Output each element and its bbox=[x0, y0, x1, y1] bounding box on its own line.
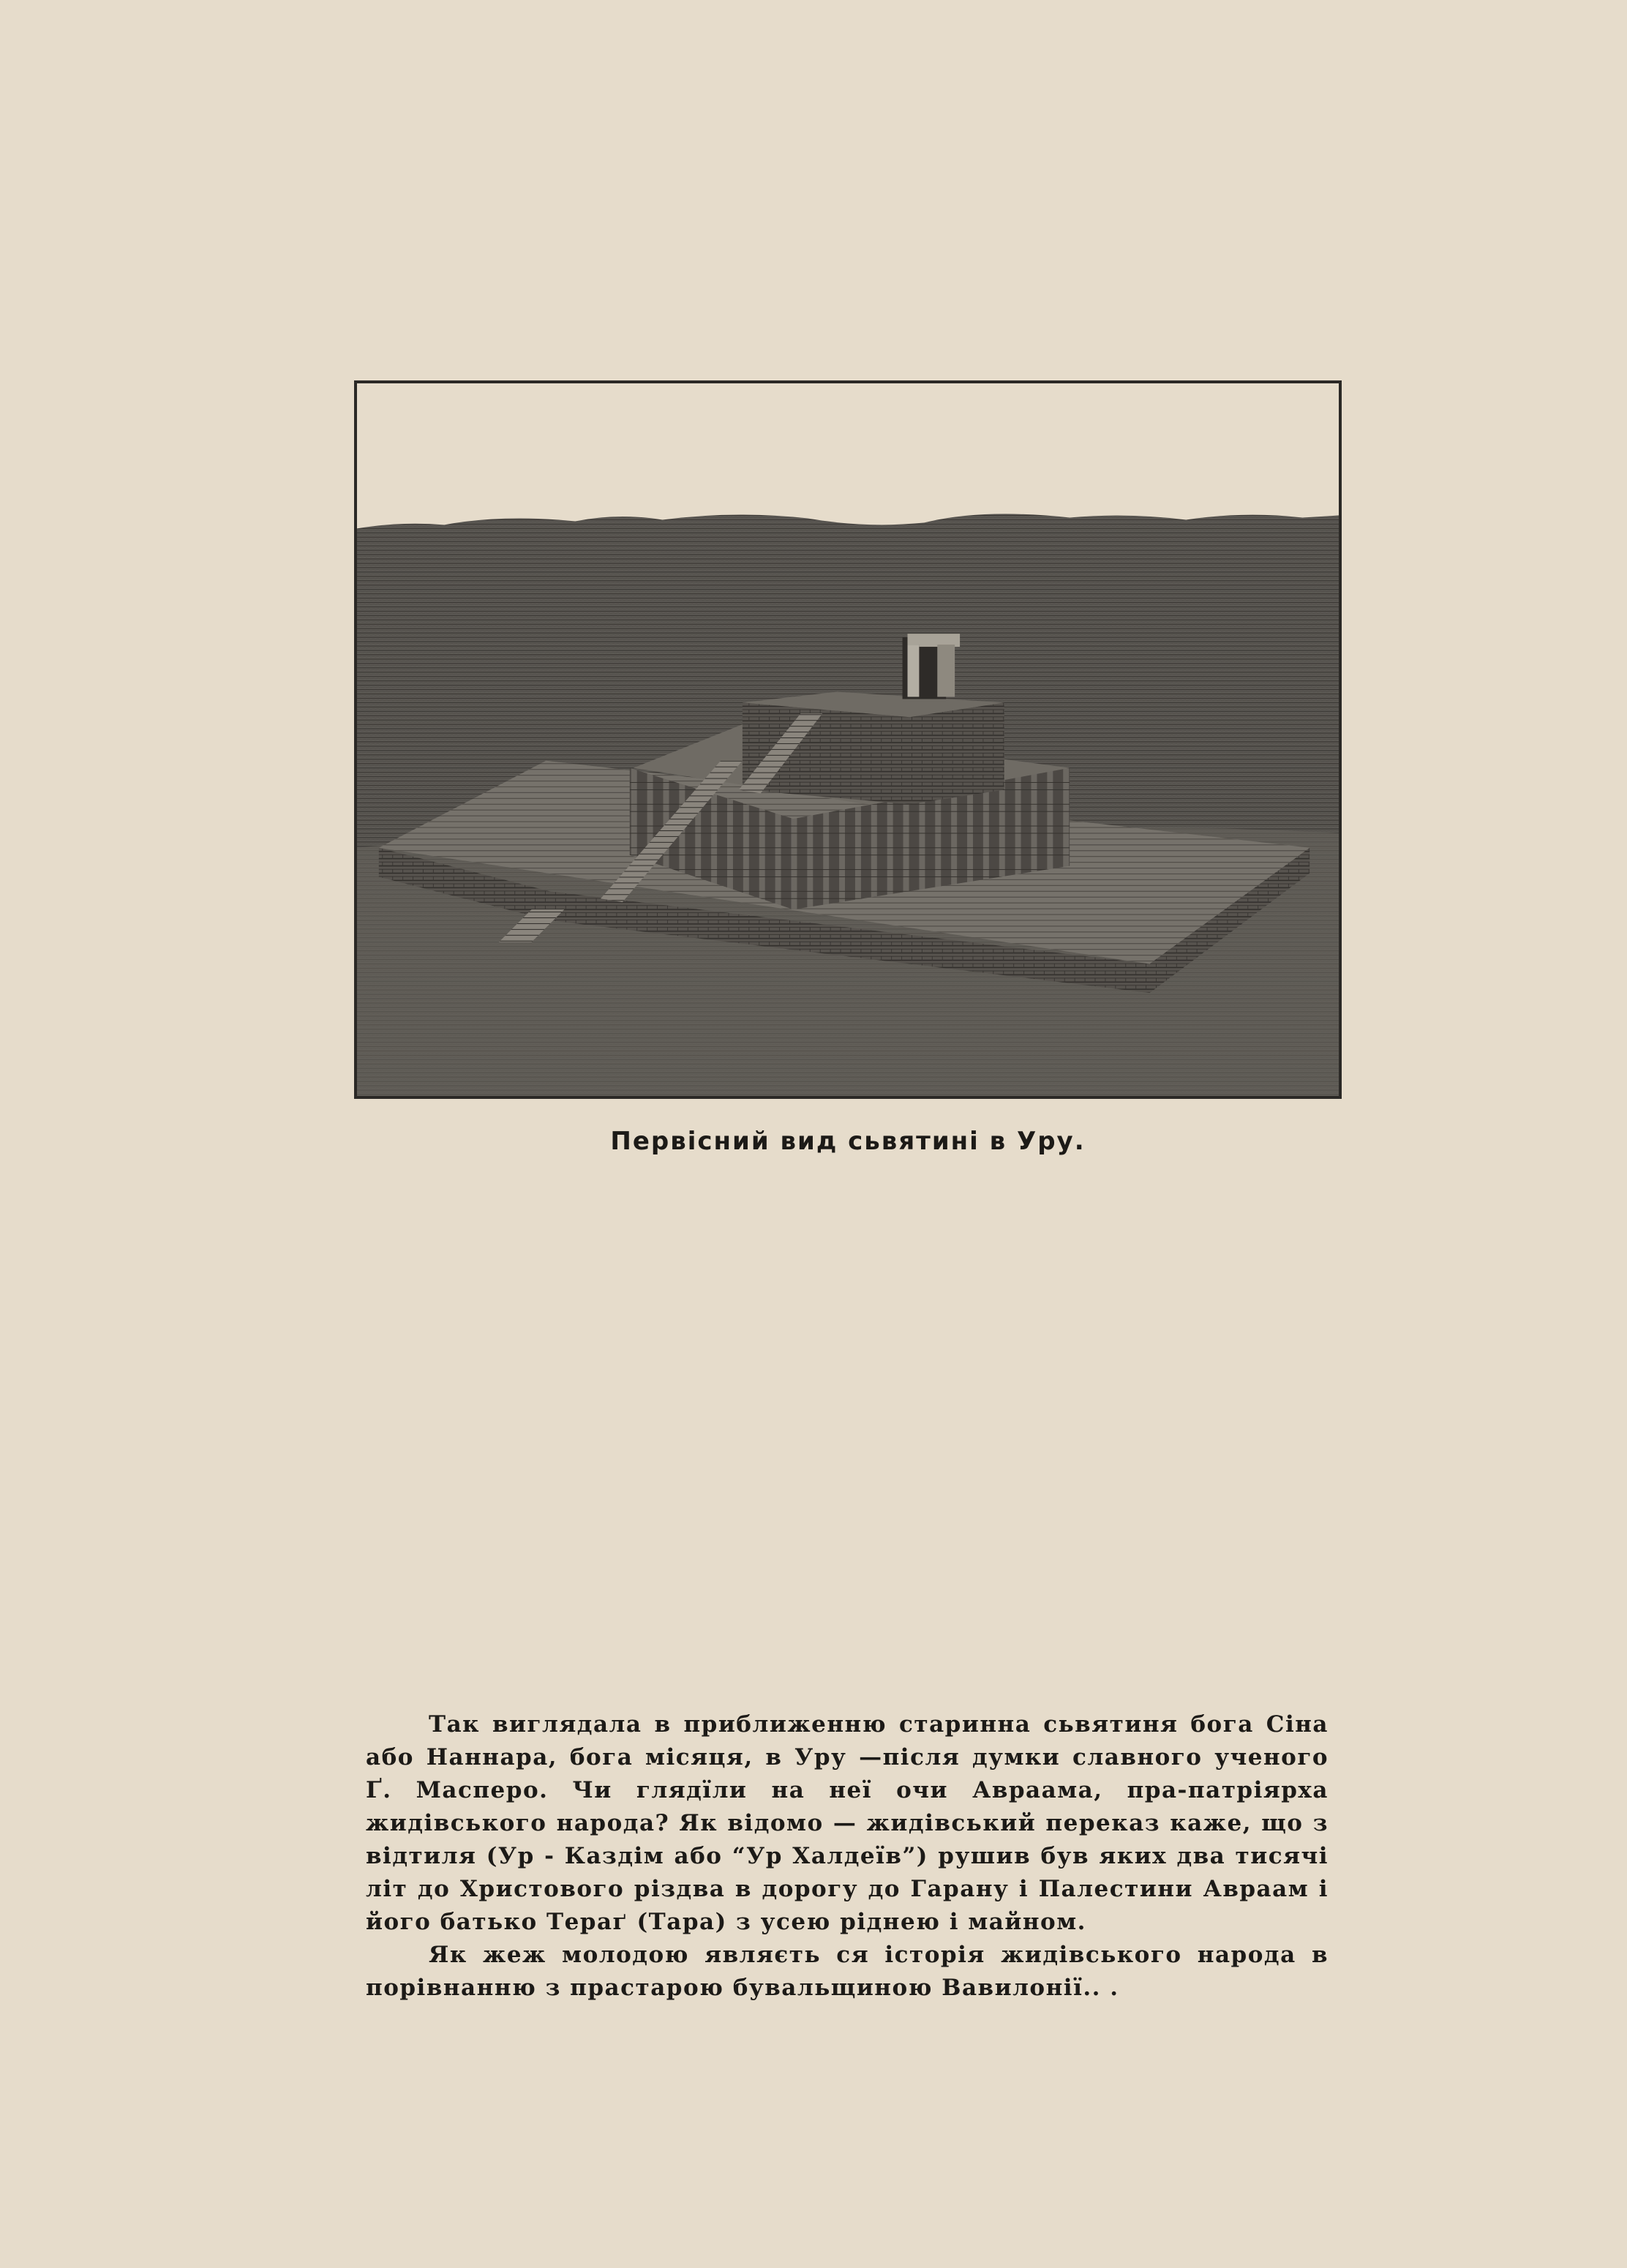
figure-caption: Первісний вид сьвятині в Уру. bbox=[610, 1127, 1086, 1156]
ziggurat-engraving bbox=[357, 383, 1339, 1096]
ziggurat-illustration bbox=[354, 380, 1342, 1099]
paragraph: Так виглядала в приближенню старинна сьвятиня бога Сіна або Наннара, бога місяця, в Уру —після думки славного ученого Ґ. Масперо. Чи глядїли на неї очи Авраама, пра-патріярха жидівського народа? Як відомо — жидівський переказ каже, що з відтиля (Ур - Каздім або “Ур Халдеїв”) рушив був яких два тисячі літ до Христового різдва в дорогу до Гарану і Палестини Авраам і його батько Тераґ (Тара) з усею ріднею і майном. bbox=[366, 1711, 1329, 1935]
paragraph: Як жеж молодою являєть ся історія жидівського народа в порівнанню з прастарою бувальщиною Вавилонії.. . bbox=[366, 1942, 1329, 2001]
body-text bbox=[366, 1708, 1329, 2005]
